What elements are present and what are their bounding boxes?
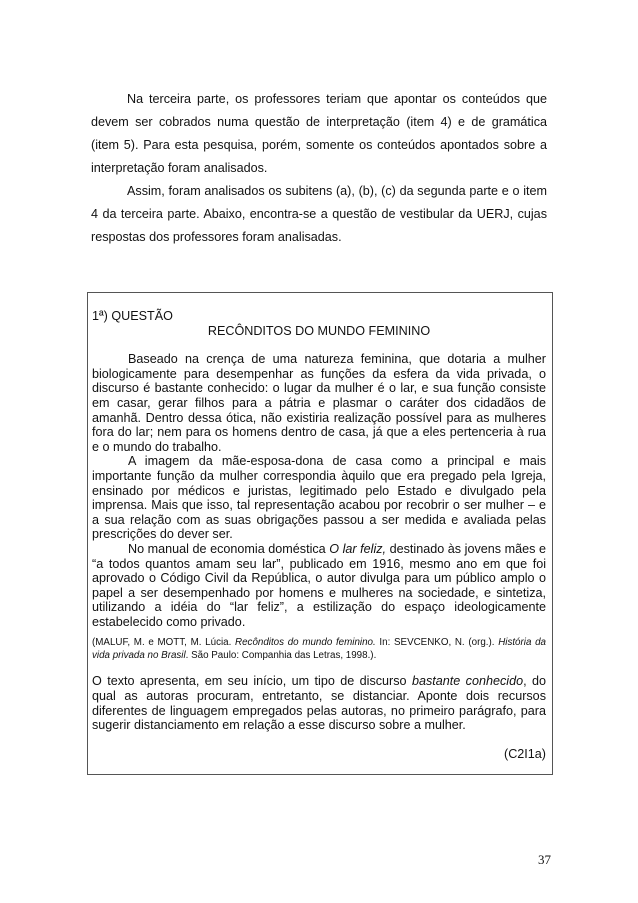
question-label: 1ª) QUESTÃO	[92, 309, 173, 323]
intro-text	[91, 88, 547, 249]
citation-editor: In: SEVCENKO, N. (org.).	[375, 637, 499, 649]
source-citation	[92, 636, 546, 662]
citation-title: Recônditos do mundo feminino.	[235, 637, 376, 649]
citation-publisher: . São Paulo: Companhia das Letras, 1998.).	[185, 650, 377, 662]
prompt-start: O texto apresenta, em seu início, um tipo de discurso	[92, 674, 412, 689]
question-text	[92, 352, 546, 629]
intro-paragraph-1: Na terceira parte, os professores teriam que apontar os conteúdos que devem ser cobrados numa questão de interpretação (item 4) e de gramática (item 5). Para esta pesquisa, porém, somente os conteúdos apontados sobre a interpretação foram analisados.	[91, 92, 547, 175]
question-box	[87, 292, 553, 775]
p3-start: No manual de economia doméstica	[128, 541, 330, 556]
page-number: 37	[538, 852, 551, 867]
intro-paragraph-2: Assim, foram analisados os subitens (a), (b), (c) da segunda parte e o item 4 da terceira parte. Abaixo, encontra-se a questão de vestibular da UERJ, cujas respostas dos professores foram analisadas.	[91, 184, 547, 244]
citation-authors: (MALUF, M. e MOTT, M. Lúcia.	[92, 637, 236, 649]
prompt-end: , do qual as autoras procuram, entretanto, se distanciar. Aponte dois recursos diferentes de linguagem empregados pelas autoras, no primeiro parágrafo, para sugerir distanciamento em relação a esse discurso sobre a mulher.	[92, 674, 546, 733]
citation-book: História da vida privada no Brasil	[92, 637, 546, 662]
question-paragraph-2: A imagem da mãe-esposa-dona de casa como a principal e mais importante função da mulher correspondia àquilo que era pregado pela Igreja, ensinado por médicos e juristas, legitimado pelo Estado e divulgado pela imprensa. Mais que isso, tal representação acabou por recobrir o ser mulher – e a sua relação com as suas obrigações passou a ser medida e avaliada pelas prescrições do dever ser.	[92, 454, 546, 542]
question-code: (C2I1a)	[504, 746, 546, 761]
p3-end: destinado às jovens mães e “a todos quantos amam seu lar”, publicado em 1916, mesmo ano em que foi aprovado o Código Civil da República, o autor divulga para um público amplo o papel a ser desempenhado por homens e mulheres na sociedade, e sintetiza, utilizando a idéia do “lar feliz”, a estilização do espaço ideologicamente estabelecido como privado.	[92, 541, 546, 629]
question-paragraph-3	[92, 542, 546, 630]
question-paragraph-1: Baseado na crença de uma natureza feminina, que dotaria a mulher biologicamente para desempenhar as funções da esfera da vida privada, o discurso é bastante conhecido: o lugar da mulher é o lar, e sua função consiste em casar, gerar filhos para a pátria e plasmar o caráter dos cidadãos de amanhã. Dentro dessa ótica, não existiria realização possível para as mulheres fora do lar; nem para os homens dentro de casa, já que a eles pertenceria à rua e o mundo do trabalho.	[92, 352, 546, 454]
book-title: O lar feliz,	[329, 541, 387, 556]
prompt-emphasis: bastante conhecido	[411, 674, 524, 689]
question-prompt	[92, 674, 546, 732]
question-title: RECÔNDITOS DO MUNDO FEMININO	[207, 323, 431, 338]
